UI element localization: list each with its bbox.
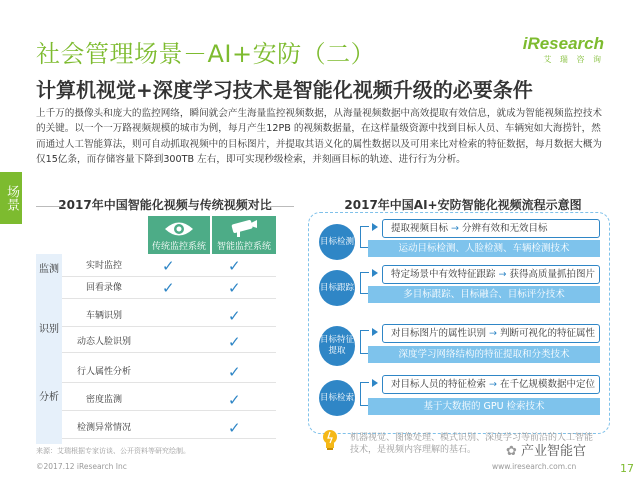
check-icon: ✓ [228, 279, 241, 297]
iresearch-logo [523, 34, 604, 65]
stage-tech: 运动目标检测、人脸检测、车辆检测技术 [368, 240, 600, 257]
site-url: www.iresearch.com.cn [492, 462, 577, 471]
stage-label: 目标检索 [319, 380, 355, 416]
source-note: 来源：艾瑞根据专家访谈、公开资料等研究绘制。 [36, 447, 190, 455]
category-label: 识别 [39, 324, 59, 335]
lightbulb-icon [318, 428, 342, 452]
stage-tech: 基于大数据的 GPU 检索技术 [368, 398, 600, 415]
category-label: 监测 [39, 264, 59, 275]
copyright: ©2017.12 iResearch Inc [36, 462, 127, 471]
step-text: 对目标图片的属性识别 [391, 328, 487, 339]
watermark [506, 440, 586, 459]
table-row [62, 418, 276, 439]
col-smart-header [212, 216, 276, 254]
row-label: 车辆识别 [85, 311, 122, 321]
check-icon: ✓ [162, 279, 175, 297]
wechat-icon: ✿ [506, 444, 517, 459]
table-row [62, 306, 276, 327]
table-row [62, 278, 276, 299]
page-title: 社会管理场景－AI+安防（二） [36, 40, 376, 68]
watermark-text: 产业智能官 [521, 444, 587, 459]
table-row [62, 256, 276, 277]
stage-step: 特定场景中有效特征跟踪 → 获得高质量抓拍图片 [382, 265, 600, 284]
row-label: 回看录像 [85, 283, 122, 293]
arrow-icon [372, 269, 378, 277]
page-subtitle: 计算机视觉+深度学习技术是智能化视频升级的必要条件 [36, 78, 533, 102]
table-row [62, 390, 276, 411]
stage-tech: 多目标跟踪、目标融合、目标评分技术 [368, 286, 600, 303]
side-tab: 场景 [0, 172, 22, 224]
arrow-icon [372, 223, 378, 231]
check-icon: ✓ [162, 257, 175, 275]
result-text: 分辨有效和无效目标 [462, 223, 548, 234]
step-text: 对目标人员的特征检索 [391, 379, 487, 390]
right-flow-title: 2017年中国AI+安防智能化视频流程示意图 [344, 198, 582, 212]
step-text: 特定场景中有效特征跟踪 [391, 269, 496, 280]
arrow-icon [372, 379, 378, 387]
arrow-icon [372, 328, 378, 336]
row-label: 行人属性分析 [76, 367, 131, 377]
check-icon: ✓ [228, 391, 241, 409]
table-row [62, 362, 276, 383]
row-label: 密度监测 [85, 395, 122, 405]
table-row [62, 332, 276, 353]
check-icon: ✓ [228, 363, 241, 381]
result-text: 判断可视化的特征属性 [500, 328, 596, 339]
check-icon: ✓ [228, 333, 241, 351]
stage-tech: 深度学习网络结构的特征提取和分类技术 [368, 346, 600, 363]
stage-step: 对目标图片的属性识别 → 判断可视化的特征属性 [382, 324, 600, 343]
result-text: 在千亿规模数据中定位 [500, 379, 596, 390]
category-label: 分析 [39, 392, 59, 403]
stage-label: 目标检测 [319, 224, 355, 260]
check-icon: ✓ [228, 307, 241, 325]
left-table-title [36, 196, 294, 216]
check-icon: ✓ [228, 419, 241, 437]
stage-step: 对目标人员的特征检索 → 在千亿规模数据中定位 [382, 375, 600, 394]
col-traditional-header [148, 216, 210, 254]
category-column [36, 254, 62, 444]
step-text: 提取视频目标 [391, 223, 449, 234]
intro-paragraph: 上千万的摄像头和庞大的监控网络，瞬间就会产生海量监控视频数据，从海量视频数据中高效提取有效信息，就成为智能视频监控技术的关键。以一个一万路视频规模的城市为例，每月产生12PB 的视频数据量，在这样量级资源中找到目标人员、车辆宛如大海捞针，然而通过人工智能算法，则可自动抓取视频中的目标图片，并提取其语义化的属性数据以及可用来比对检索的特征数据，每月数据大概为仅15亿条，而存储容量下降到300TB 左右，即可实现秒级检索，并刻画目标的轨迹、进行行为分析。 [36, 108, 603, 166]
result-text: 获得高质量抓拍图片 [509, 269, 596, 280]
row-label: 检测异常情况 [76, 423, 131, 433]
camera-icon [229, 219, 259, 239]
row-label: 实时监控 [85, 261, 122, 271]
stage-label: 目标特征提取 [319, 326, 355, 366]
logo-brand: iResearch [522, 34, 604, 53]
flow-note: 机器视觉、图像处理、模式识别、深度学习等前沿的人工智能技术，是视频内容理解的基石。 [350, 433, 594, 455]
stage-label: 目标跟踪 [319, 270, 355, 306]
check-icon: ✓ [228, 257, 241, 275]
stage-step: 提取视频目标 → 分辨有效和无效目标 [382, 219, 600, 238]
col-smart-label: 智能监控系统 [216, 242, 271, 252]
page-number: 17 [620, 462, 634, 475]
logo-sub: 艾 瑞 咨 询 [543, 55, 604, 64]
row-label: 动态人脸识别 [76, 337, 131, 347]
col-traditional-label: 传统监控系统 [151, 242, 206, 252]
eye-icon [164, 220, 194, 238]
left-table-title-text: 2017年中国智能化视频与传统视频对比 [58, 198, 272, 212]
